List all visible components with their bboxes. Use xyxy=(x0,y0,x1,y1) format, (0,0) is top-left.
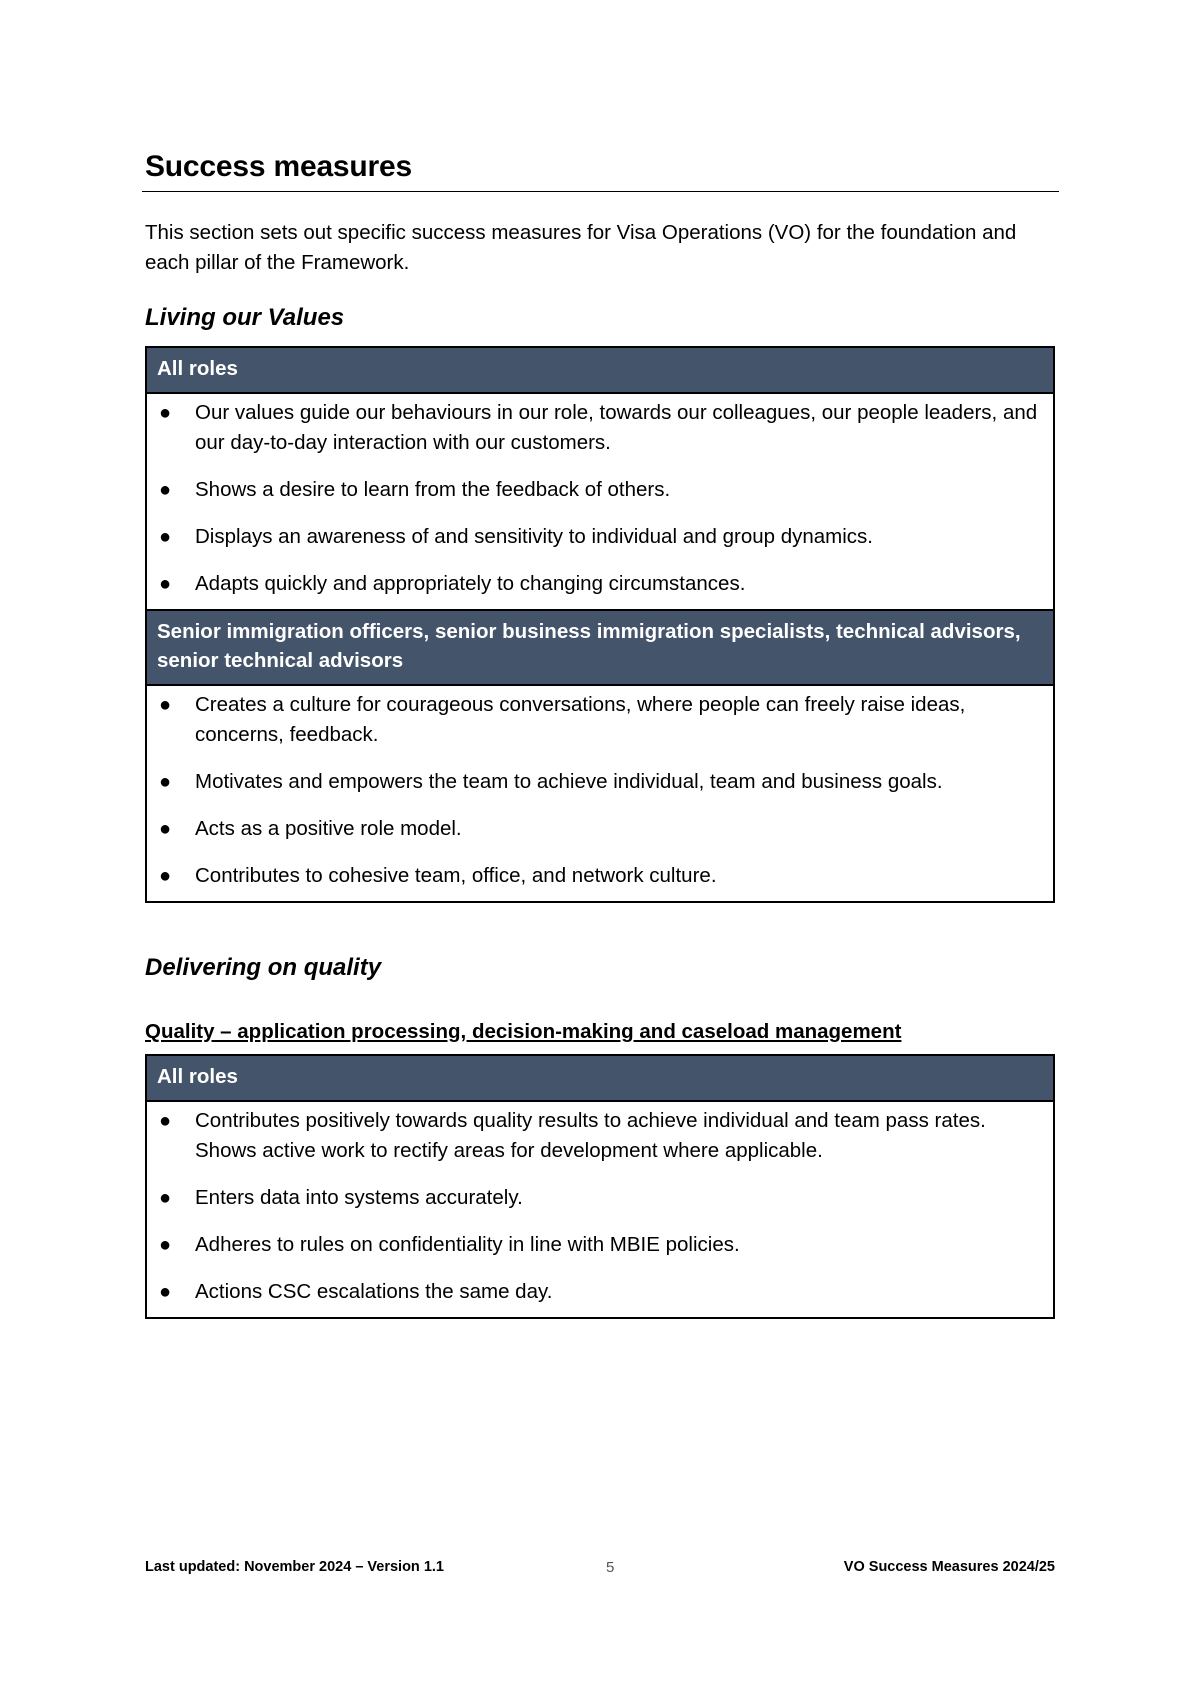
list-item xyxy=(157,1277,1043,1307)
bullet-icon: ● xyxy=(159,1187,172,1209)
role-measures-senior-roles xyxy=(147,686,1053,901)
role-measures-all-roles xyxy=(147,394,1053,609)
bullet-icon: ● xyxy=(159,818,172,840)
list-item xyxy=(157,690,1043,750)
role-measures-all-roles xyxy=(147,1102,1053,1317)
list-item-text: Acts as a positive role model. xyxy=(195,817,462,840)
section-heading-living-values: Living our Values xyxy=(145,304,345,331)
section-heading-delivering-quality: Delivering on quality xyxy=(145,954,382,981)
list-item-text: Motivates and empowers the team to achieve individual, team and business goals. xyxy=(195,770,943,793)
bullet-list xyxy=(157,1106,1043,1307)
list-item xyxy=(157,398,1043,458)
list-item-text: Displays an awareness of and sensitivity to individual and group dynamics. xyxy=(195,525,874,548)
list-item xyxy=(157,522,1043,552)
bullet-list xyxy=(157,690,1043,891)
list-item xyxy=(157,767,1043,797)
bullet-icon: ● xyxy=(159,1110,172,1132)
list-item-text: Shows a desire to learn from the feedback of others. xyxy=(195,478,671,501)
list-item-text: Our values guide our behaviours in our role, towards our colleagues, our people leaders, and our day-to-day interaction with our customers. xyxy=(195,401,1038,454)
bullet-icon: ● xyxy=(159,1281,172,1303)
list-item xyxy=(157,1183,1043,1213)
list-item-text: Contributes to cohesive team, office, and network culture. xyxy=(195,864,717,887)
living-values-table xyxy=(145,346,1055,903)
role-header-all-roles: All roles xyxy=(147,1056,1053,1102)
bullet-list xyxy=(157,398,1043,599)
bullet-icon: ● xyxy=(159,402,172,424)
page-title: Success measures xyxy=(145,150,412,183)
list-item xyxy=(157,814,1043,844)
footer-page-number: 5 xyxy=(606,1559,615,1576)
list-item-text: Adheres to rules on confidentiality in line with MBIE policies. xyxy=(195,1233,740,1256)
list-item xyxy=(157,1230,1043,1260)
role-header-senior-roles: Senior immigration officers, senior business immigration specialists, technical advisors, senior technical advisors xyxy=(147,609,1053,686)
delivering-quality-table xyxy=(145,1054,1055,1319)
bullet-icon: ● xyxy=(159,771,172,793)
bullet-icon: ● xyxy=(159,479,172,501)
bullet-icon: ● xyxy=(159,526,172,548)
list-item-text: Actions CSC escalations the same day. xyxy=(195,1280,553,1303)
intro-paragraph: This section sets out specific success measures for Visa Operations (VO) for the foundation and each pillar of the Framework. xyxy=(145,221,1017,274)
footer-document-title: VO Success Measures 2024/25 xyxy=(843,1559,1055,1575)
bullet-icon: ● xyxy=(159,573,172,595)
bullet-icon: ● xyxy=(159,694,172,716)
role-header-all-roles: All roles xyxy=(147,348,1053,394)
list-item xyxy=(157,1106,1043,1166)
list-item xyxy=(157,475,1043,505)
list-item xyxy=(157,569,1043,599)
list-item-text: Adapts quickly and appropriately to changing circumstances. xyxy=(195,572,746,595)
bullet-icon: ● xyxy=(159,865,172,887)
footer-last-updated: Last updated: November 2024 – Version 1.1 xyxy=(145,1559,444,1575)
list-item xyxy=(157,861,1043,891)
title-divider xyxy=(142,191,1059,192)
subheading-quality: Quality – application processing, decision-making and caseload management xyxy=(145,1020,902,1043)
list-item-text: Contributes positively towards quality results to achieve individual and team pass rates. Shows active work to rectify areas for development where applicable. xyxy=(195,1109,986,1162)
list-item-text: Creates a culture for courageous conversations, where people can freely raise ideas, concerns, feedback. xyxy=(195,693,966,746)
bullet-icon: ● xyxy=(159,1234,172,1256)
list-item-text: Enters data into systems accurately. xyxy=(195,1186,523,1209)
